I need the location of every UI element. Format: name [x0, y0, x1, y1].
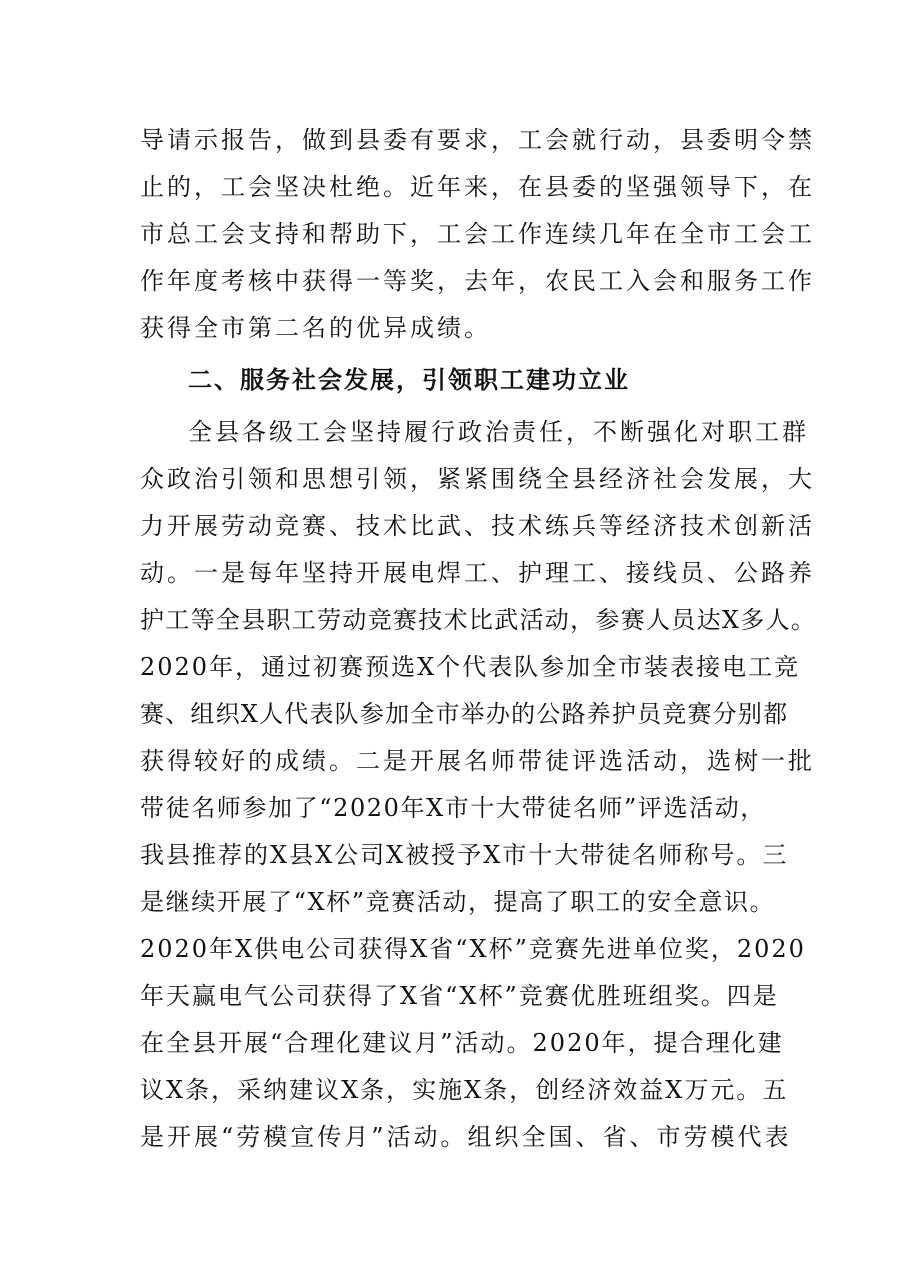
text-line: 止的，工会坚决杜绝。近年来，在县委的坚强领导下，在	[140, 173, 815, 201]
text-line: 在全县开展“合理化建议月”活动。2020年，提合理化建	[140, 1029, 784, 1057]
text-line: 全县各级工会坚持履行政治责任，不断强化对职工群	[188, 418, 809, 446]
text-line: 2020年X供电公司获得X省“X杯”竞赛先进单位奖，2020	[140, 935, 806, 963]
text-line: 导请示报告，做到县委有要求，工会就行动，县委明令禁	[140, 126, 815, 154]
text-line: 护工等全县职工劳动竞赛技术比武活动，参赛人员达X多人。	[140, 606, 817, 634]
text-line: 动。一是每年坚持开展电焊工、护理工、接线员、公路养	[140, 559, 815, 587]
text-line: 带徒名师参加了“2020年X市十大带徒名师”评选活动，	[140, 794, 766, 822]
text-line: 是继续开展了“X杯”竞赛活动，提高了职工的安全意识。	[140, 888, 776, 916]
text-line: 力开展劳动竞赛、技术比武、技术练兵等经济技术创新活	[140, 512, 815, 540]
text-line: 我县推荐的X县X公司X被授予X市十大带徒名师称号。三	[140, 841, 789, 869]
text-line: 年天赢电气公司获得了X省“X杯”竞赛优胜班组奖。四是	[140, 982, 779, 1010]
text-line: 赛、组织X人代表队参加全市举办的公路养护员竞赛分别都	[140, 700, 789, 728]
text-line: 议X条，采纳建议X条，实施X条，创经济效益X万元。五	[140, 1076, 789, 1104]
section-heading: 二、服务社会发展，引领职工建功立业	[188, 366, 630, 394]
text-line: 作年度考核中获得一等奖，去年，农民工入会和服务工作	[140, 267, 815, 295]
text-line: 获得全市第二名的优异成绩。	[140, 314, 491, 342]
text-line: 是开展“劳模宣传月”活动。组织全国、省、市劳模代表	[140, 1123, 792, 1151]
text-line: 众政治引领和思想引领，紧紧围绕全县经济社会发展，大	[140, 465, 815, 493]
text-line: 市总工会支持和帮助下，工会工作连续几年在全市工会工	[140, 220, 815, 248]
text-line: 2020年，通过初赛预选X个代表队参加全市装表接电工竞	[140, 653, 801, 681]
text-line: 获得较好的成绩。二是开展名师带徒评选活动，选树一批	[140, 747, 815, 775]
